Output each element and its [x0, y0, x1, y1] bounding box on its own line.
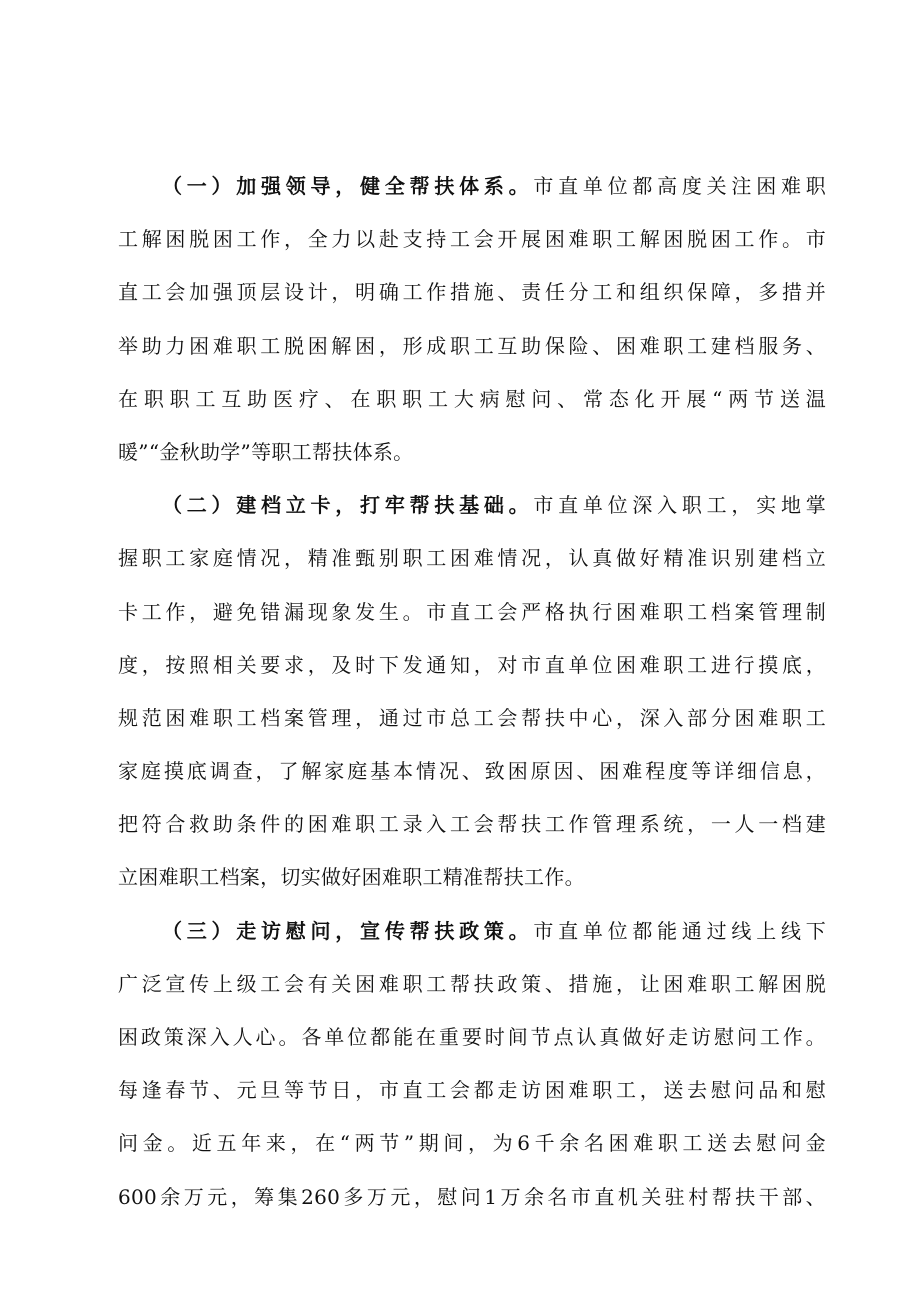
paragraph-text-line: 600余万元，筹集260多万元，慰问1万余名市直机关驻村帮扶干部、	[118, 1184, 826, 1209]
paragraph-1-line-1	[118, 160, 826, 213]
paragraph-text-line: 直工会加强顶层设计，明确工作措施、责任分工和组织保障，多措并	[118, 280, 826, 305]
paragraph-text-line: 困政策深入人心。各单位都能在重要时间节点认真做好走访慰问工作。	[118, 1025, 826, 1049]
paragraph-text-line: 度，按照相关要求，及时下发通知，对市直单位困难职工进行摸底，	[118, 652, 826, 677]
paragraph-3-line-1	[118, 905, 826, 958]
paragraph-text-line: 暖”“金秋助学”等职工帮扶体系。	[118, 439, 414, 464]
paragraph-text: 市直单位都高度关注困难职	[533, 174, 827, 198]
paragraph-2-heading: （二）建档立卡，打牢帮扶基础。	[162, 493, 534, 518]
paragraph-text-line: 立困难职工档案，切实做好困难职工精准帮扶工作。	[118, 865, 585, 890]
document-page	[118, 160, 826, 1224]
paragraph-text-line: 卡工作，避免错漏现象发生。市直工会严格执行困难职工档案管理制	[118, 599, 826, 624]
paragraph-text: 市直单位都能通过线上线下	[533, 918, 827, 943]
paragraph-text-line: 规范困难职工档案管理，通过市总工会帮扶中心，深入部分困难职工	[118, 705, 826, 730]
paragraph-text-line: 家庭摸底调查，了解家庭基本情况、致困原因、困难程度等详细信息，	[118, 759, 826, 784]
paragraph-text-line: 每逢春节、元旦等节日，市直工会都走访困难职工，送去慰问品和慰	[118, 1078, 826, 1103]
paragraph-text-line: 在职职工互助医疗、在职职工大病慰问、常态化开展“两节送温	[118, 386, 826, 411]
paragraph-text-line: 把符合救助条件的困难职工录入工会帮扶工作管理系统，一人一档建	[118, 812, 826, 837]
paragraph-text: 市直单位深入职工，实地掌	[533, 493, 827, 518]
paragraph-1-heading: （一）加强领导，健全帮扶体系。	[162, 174, 534, 198]
paragraph-text-line: 举助力困难职工脱困解困，形成职工互助保险、困难职工建档服务、	[118, 333, 826, 358]
paragraph-3-heading: （三）走访慰问，宣传帮扶政策。	[162, 918, 534, 943]
paragraph-text-line: 广泛宣传上级工会有关困难职工帮扶政策、措施，让困难职工解困脱	[118, 971, 826, 996]
paragraph-text-line: 握职工家庭情况，精准甄别职工困难情况，认真做好精准识别建档立	[118, 546, 826, 571]
paragraph-text-line: 问金。近五年来，在“两节”期间，为6千余名困难职工送去慰问金	[118, 1131, 826, 1156]
paragraph-2-line-1	[118, 479, 826, 532]
paragraph-text-line: 工解困脱困工作，全力以赴支持工会开展困难职工解困脱困工作。市	[118, 227, 826, 252]
